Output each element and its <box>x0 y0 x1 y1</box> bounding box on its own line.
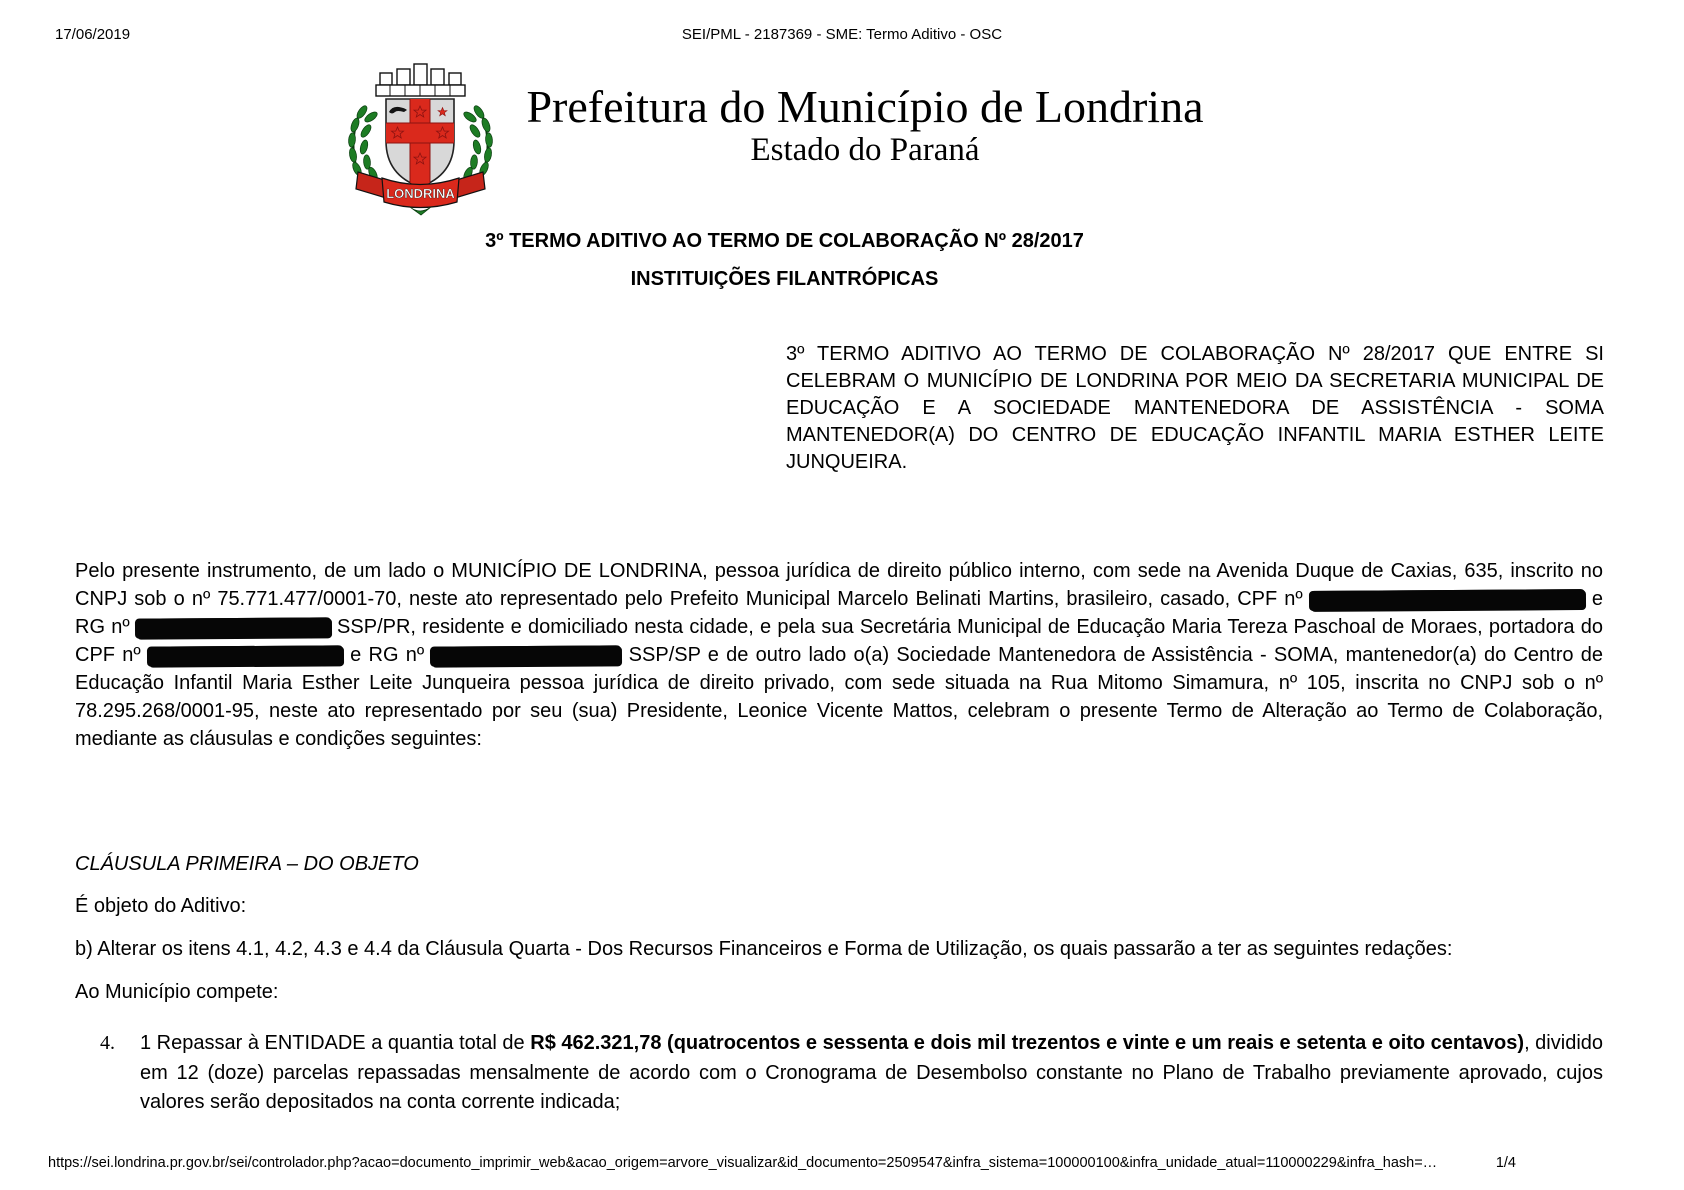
ribbon-label: LONDRINA <box>386 186 455 201</box>
list-item-text: 1 Repassar à ENTIDADE a quantia total de R$ 462.321,78 (quatrocentos e sessenta e dois mil trezentos e vinte e um reais e setenta e oito centavos), dividido em 12 (doze) parcelas repassadas mensalmente de acordo com o Cronograma de Desembolso constante no Plano de Trabalho previamente aprovado, cujos valores serão depositados na conta corrente indicada; <box>140 1032 1604 1113</box>
bottom-sprig <box>410 207 431 215</box>
clause-item-b: b) Alterar os itens 4.1, 4.2, 4.3 e 4.4 da Cláusula Quarta - Dos Recursos Financeiros e Forma de Utilização, os quais passarão a ter as seguintes redações: <box>75 938 1453 960</box>
preamble-quote: 3º TERMO ADITIVO AO TERMO DE COLABORAÇÃO Nº 28/2017 QUE ENTRE SI CELEBRAM O MUNICÍPIO DE LONDRINA POR MEIO DA SECRETARIA MUNICIPAL DE EDUCAÇÃO E A SOCIEDADE MANTENEDORA DE ASSISTÊNCIA - SOMA MANTENEDOR(A) DO CENTRO DE EDUCAÇÃO INFANTIL MARIA ESTHER LEITE JUNQUEIRA. <box>786 343 1604 473</box>
document-title: 3º TERMO ADITIVO AO TERMO DE COLABORAÇÃO Nº 28/2017 <box>485 230 1084 252</box>
redacted-text <box>431 645 621 666</box>
redacted-text <box>136 617 331 638</box>
print-date: 17/06/2019 <box>55 26 131 43</box>
mural-crown <box>376 64 465 96</box>
organization-name: Prefeitura do Município de Londrina <box>526 81 1204 132</box>
document-subtitle: INSTITUIÇÕES FILANTRÓPICAS <box>630 268 939 290</box>
clause-heading: CLÁUSULA PRIMEIRA – DO OBJETO <box>75 853 419 875</box>
municipio-compete-line: Ao Município compete: <box>75 981 279 1003</box>
body-paragraph: Pelo presente instrumento, de um lado o MUNICÍPIO DE LONDRINA, pessoa jurídica de direito público interno, com sede na Avenida Duque de Caxias, 635, inscrito no CNPJ sob o nº 75.771.477/0001-70, neste ato representado pelo Prefeito Municipal Marcelo Belinati Martins, brasileiro, casado, CPF nº e RG nº SSP/PR, residente e domiciliado nesta cidade, e pela sua Secretária Municipal de Educação Maria Tereza Paschoal de Moraes, portadora do CPF nº e RG nº SSP/SP e de outro lado o(a) Sociedade Mantenedora de Assistência - SOMA, mantenedor(a) do Centro de Educação Infantil Maria Esther Leite Junqueira pessoa jurídica de direito privado, com sede situada na Rua Mitomo Simamura, nº 105, inscrita no CNPJ sob o nº 78.295.268/0001-95, neste ato representado por seu (sua) Presidente, Leonice Vicente Mattos, celebram o presente Termo de Alteração ao Termo de Colaboração, mediante as cláusulas e condições seguintes: <box>75 560 1603 750</box>
print-footer <box>48 1155 1516 1171</box>
page-indicator: 1/4 <box>1495 1155 1516 1171</box>
source-url: https://sei.londrina.pr.gov.br/sei/controlador.php?acao=documento_imprimir_web&acao_origem=arvore_visualizar&id_documento=2509547&infra_sistema=100000100&infra_unidade_atual=110000229&infra_hash=… <box>48 1155 1438 1171</box>
list-item-4 <box>100 1029 1604 1118</box>
redacted-text <box>148 645 343 666</box>
list-item-number: 4. <box>100 1032 115 1054</box>
print-doc-reference: SEI/PML - 2187369 - SME: Termo Aditivo - OSC <box>681 26 1003 43</box>
redacted-text <box>1310 589 1585 611</box>
organization-subtitle: Estado do Paraná <box>750 131 980 168</box>
clause-intro: É objeto do Aditivo: <box>75 895 247 917</box>
